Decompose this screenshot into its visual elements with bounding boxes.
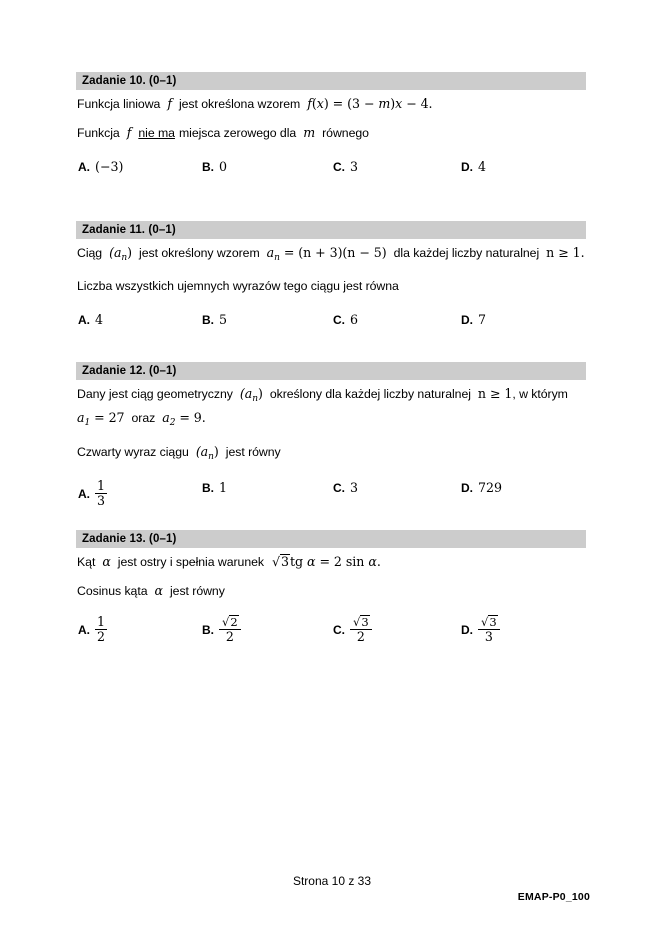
math-paren: ) — [127, 245, 133, 260]
emphasis-nie-ma: nie ma — [138, 126, 175, 140]
answer-label: A. — [78, 313, 90, 327]
answer-value: 4 — [95, 312, 104, 327]
math-m: m — [378, 96, 391, 111]
task-12-header: Zadanie 12. (0–1) — [76, 362, 586, 380]
task-11-answer-a[interactable] — [78, 312, 103, 327]
task-12-statement-line-1 — [76, 385, 586, 408]
math-alpha: α — [368, 554, 377, 569]
page-number-footer: Strona 10 z 33 — [292, 874, 372, 888]
task-zadanie-10 — [76, 72, 586, 199]
radical-sign: √ — [222, 615, 230, 629]
math-alpha: α — [102, 554, 111, 569]
task-13-answer-c[interactable] — [333, 616, 372, 645]
answer-value: 6 — [350, 312, 359, 327]
task-11-answer-c[interactable] — [333, 312, 358, 327]
math-tg: tg — [289, 554, 303, 569]
math-x: x — [395, 96, 403, 111]
answer-label: A. — [78, 622, 90, 637]
math-subscript: 2 — [169, 418, 176, 428]
denominator: 2 — [97, 629, 106, 645]
text: jest ostry i spełnia warunek — [117, 555, 265, 569]
answer-label: D. — [461, 160, 473, 174]
fraction-sqrt2-over-2 — [219, 615, 241, 644]
text: Funkcja liniowa — [77, 97, 161, 111]
text: jest określona wzorem — [178, 97, 301, 111]
task-11-statement-line-2: Liczba wszystkich ujemnych wyrazów tego ciągu jest równa — [77, 279, 399, 293]
task-12-statement-line-2 — [76, 409, 586, 432]
math-paren: ) — [390, 96, 396, 111]
answer-value: 1 — [219, 480, 228, 495]
text: jest równy — [169, 584, 225, 598]
text: , w którym — [512, 387, 568, 401]
math-condition: n ≥ 1. — [546, 245, 585, 260]
radical-sign: √ — [272, 554, 280, 569]
math-seq: (a — [109, 245, 122, 260]
answer-label: B. — [202, 622, 214, 637]
task-13-statement-line-1 — [76, 553, 586, 571]
task-zadanie-11 — [76, 221, 586, 352]
text: Cosinus kąta — [77, 584, 148, 598]
math-subscript: n — [121, 253, 128, 263]
math-alpha: α — [154, 583, 163, 598]
text: oraz — [131, 411, 156, 425]
text: jest określony wzorem — [139, 246, 260, 260]
answer-label: A. — [78, 486, 90, 501]
radical-sign: √ — [481, 615, 489, 629]
math-f: f — [307, 96, 312, 111]
text: określony dla każdej liczby naturalnej — [269, 387, 471, 401]
math-paren: ) — [257, 386, 263, 401]
radical-sign: √ — [353, 615, 361, 629]
exam-code-footer: EMAP-P0_100 — [517, 891, 590, 903]
task-13-header: Zadanie 13. (0–1) — [76, 530, 586, 548]
answer-value: 5 — [219, 312, 228, 327]
task-10-answer-d[interactable] — [461, 159, 486, 174]
task-13-answer-b[interactable] — [202, 616, 241, 645]
task-13-answers — [76, 616, 586, 656]
math-value: = 9. — [175, 410, 206, 425]
radicand: 3 — [281, 554, 289, 569]
answer-value: (−3) — [95, 159, 124, 174]
fraction-one-third — [95, 479, 107, 508]
numerator: 1 — [97, 614, 106, 629]
answer-label: B. — [202, 481, 214, 495]
task-zadanie-12 — [76, 362, 586, 520]
fraction-one-half — [95, 615, 107, 644]
math-expr: − 4. — [402, 96, 433, 111]
answer-label: C. — [333, 622, 345, 637]
denominator: 3 — [478, 629, 500, 644]
answer-value: 3 — [350, 480, 359, 495]
numerator: 1 — [97, 478, 106, 493]
answer-label: C. — [333, 313, 345, 327]
math-alpha: α — [307, 554, 316, 569]
radicand: 3 — [489, 615, 497, 629]
text: równego — [322, 126, 369, 140]
math-subscript: 1 — [84, 418, 91, 428]
task-10-answer-c[interactable] — [333, 159, 358, 174]
text: dla każdej liczby naturalnej — [393, 246, 540, 260]
math-seq: (a — [239, 386, 253, 401]
sqrt-2 — [221, 615, 239, 629]
text: miejsca zerowego dla — [178, 126, 297, 140]
answer-label: A. — [78, 160, 90, 174]
answer-value: 7 — [478, 312, 487, 327]
radicand: 3 — [361, 615, 369, 629]
task-zadanie-13 — [76, 530, 586, 656]
task-11-answers — [76, 312, 586, 352]
math-subscript: n — [274, 253, 280, 263]
task-10-statement-line-2 — [76, 124, 586, 142]
answer-label: C. — [333, 160, 345, 174]
answer-value: 4 — [478, 159, 487, 174]
math-period: . — [376, 554, 381, 569]
task-12-answers — [76, 480, 586, 520]
task-13-answer-a[interactable] — [78, 616, 107, 645]
answer-label: D. — [461, 481, 473, 495]
task-13-answer-d[interactable] — [461, 616, 500, 645]
denominator: 2 — [350, 629, 372, 644]
answer-label: D. — [461, 313, 473, 327]
answer-label: B. — [202, 160, 214, 174]
task-11-answer-d[interactable] — [461, 312, 486, 327]
math-expr: ) = (3 − — [323, 96, 379, 111]
math-f: f — [126, 125, 132, 140]
text: Ciąg — [77, 246, 103, 260]
answer-label: B. — [202, 313, 214, 327]
math-a1: a — [77, 410, 85, 425]
math-condition: n ≥ 1 — [477, 386, 513, 401]
math-equals: = 2 — [319, 554, 342, 569]
numerator — [350, 615, 372, 629]
text: Kąt — [77, 555, 96, 569]
answer-value: 3 — [350, 159, 359, 174]
task-12-answer-c[interactable] — [333, 480, 358, 495]
math-paren: ) — [213, 444, 219, 459]
task-10-answer-b[interactable] — [202, 159, 227, 174]
task-12-statement-line-3 — [76, 443, 586, 466]
task-10-statement-line-1 — [76, 95, 586, 113]
answer-value: 0 — [219, 159, 228, 174]
math-seq: (a — [195, 444, 209, 459]
numerator — [219, 615, 241, 629]
sqrt-3 — [271, 553, 290, 570]
numerator — [478, 615, 500, 629]
task-10-answer-a[interactable] — [78, 159, 123, 174]
task-11-statement-line-1 — [76, 244, 586, 267]
task-12-answer-a[interactable] — [78, 480, 107, 509]
math-paren: ( — [311, 96, 317, 111]
text: Funkcja — [77, 126, 120, 140]
math-formula: = (n + 3)(n − 5) — [279, 245, 387, 260]
text: jest równy — [225, 445, 281, 459]
math-an: a — [266, 245, 275, 260]
sqrt-3 — [352, 615, 370, 629]
math-subscript: n — [252, 394, 258, 404]
answer-label: C. — [333, 481, 345, 495]
answer-value: 729 — [478, 480, 503, 495]
task-12-answer-b[interactable] — [202, 480, 227, 495]
task-12-answer-d[interactable] — [461, 480, 502, 495]
task-11-answer-b[interactable] — [202, 312, 227, 327]
fraction-sqrt3-over-3 — [478, 615, 500, 644]
task-13-statement-line-2 — [76, 582, 586, 600]
radicand: 2 — [230, 615, 238, 629]
math-m: m — [303, 125, 316, 140]
sqrt-3 — [480, 615, 498, 629]
math-value: = 27 — [90, 410, 125, 425]
answer-label: D. — [461, 622, 473, 637]
task-10-answers — [76, 159, 586, 199]
math-f: f — [167, 96, 172, 111]
denominator: 3 — [97, 493, 106, 509]
text: Dany jest ciąg geometryczny — [77, 387, 233, 401]
math-sin: sin — [345, 554, 365, 569]
denominator: 2 — [219, 629, 241, 644]
math-x: x — [316, 96, 324, 111]
math-a2: a — [162, 410, 170, 425]
task-11-header: Zadanie 11. (0–1) — [76, 221, 586, 239]
fraction-sqrt3-over-2 — [350, 615, 372, 644]
math-subscript: n — [208, 452, 214, 462]
task-10-header: Zadanie 10. (0–1) — [76, 72, 586, 90]
text: Czwarty wyraz ciągu — [77, 445, 189, 459]
